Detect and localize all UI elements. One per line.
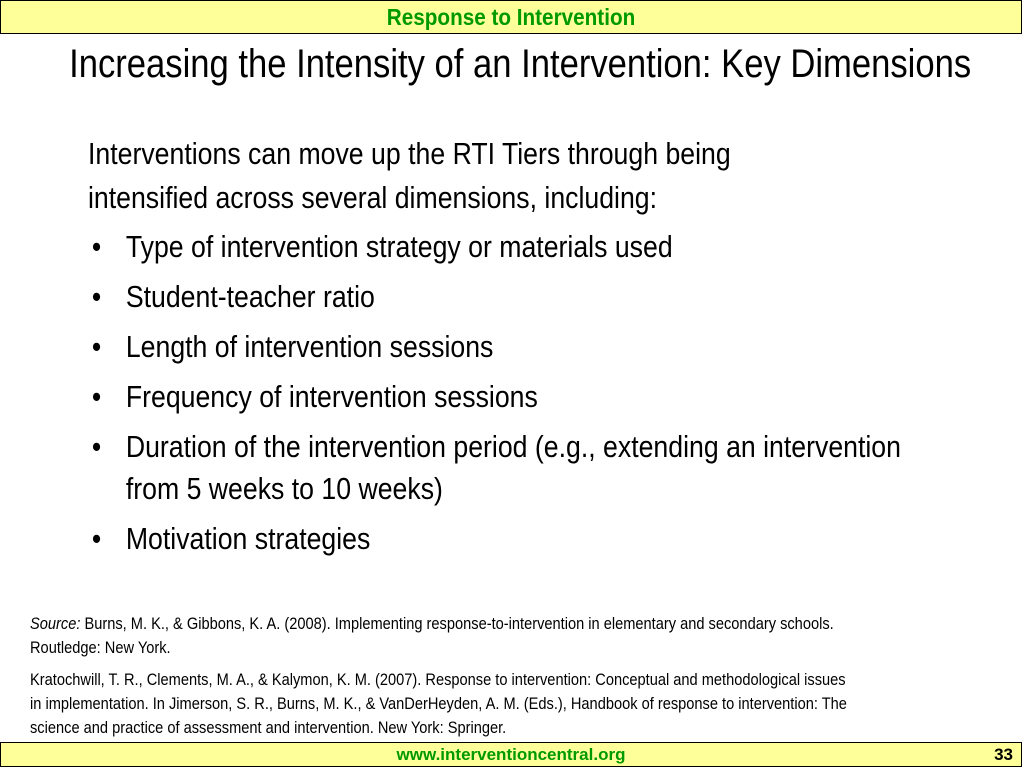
bullet-item (88, 518, 957, 560)
bullet-item (88, 326, 957, 368)
reference-1-line-2: Routledge: New York. (30, 638, 171, 657)
reference-1 (30, 612, 959, 660)
bullet-item (88, 226, 957, 268)
bullet-text: Student-teacher ratio (125, 279, 375, 314)
intro-paragraph (88, 132, 957, 220)
footer-url[interactable]: www.interventioncentral.org (396, 745, 626, 764)
bullet-text: Motivation strategies (125, 521, 371, 556)
reference-2-line-3: science and practice of assessment and intervention. New York: Springer. (30, 718, 507, 737)
bullet-item (88, 426, 957, 510)
bullet-text: Length of intervention sessions (125, 329, 494, 364)
bullet-icon: • (91, 429, 102, 464)
bullet-icon: • (91, 521, 102, 556)
bullet-item (88, 276, 957, 318)
bullet-item (88, 376, 957, 418)
bullet-text-continued: from 5 weeks to 10 weeks) (125, 471, 443, 506)
bullet-text: Duration of the intervention period (e.g., extending an intervention (125, 429, 901, 464)
bullet-icon: • (91, 379, 102, 414)
bullet-icon: • (91, 329, 102, 364)
reference-2 (30, 668, 959, 740)
intro-line-1: Interventions can move up the RTI Tiers through being (88, 136, 731, 171)
references (30, 612, 959, 748)
header-banner-text: Response to Intervention (386, 3, 636, 30)
intro-line-2: intensified across several dimensions, including: (88, 180, 658, 215)
reference-1-line-1: Burns, M. K., & Gibbons, K. A. (2008). Implementing response-to-intervention in elementary and secondary schools. (80, 614, 834, 633)
bullet-icon: • (91, 279, 102, 314)
header-banner (0, 0, 1022, 34)
slide-title: Increasing the Intensity of an Intervention: Key Dimensions (69, 42, 972, 86)
bullet-text: Type of intervention strategy or materials used (125, 229, 673, 264)
slide-number: 33 (994, 745, 1013, 764)
bullet-text: Frequency of intervention sessions (125, 379, 538, 414)
slide-body (88, 132, 957, 568)
reference-2-line-1: Kratochwill, T. R., Clements, M. A., & Kalymon, K. M. (2007). Response to intervention: Conceptual and methodological issues (30, 670, 846, 689)
source-label: Source: (30, 614, 81, 633)
reference-2-line-2: in implementation. In Jimerson, S. R., Burns, M. K., & VanDerHeyden, A. M. (Eds.), Handbook of response to intervention: The (30, 694, 847, 713)
bullet-icon: • (91, 229, 102, 264)
footer-bar (0, 742, 1022, 767)
bullet-list (88, 226, 957, 560)
